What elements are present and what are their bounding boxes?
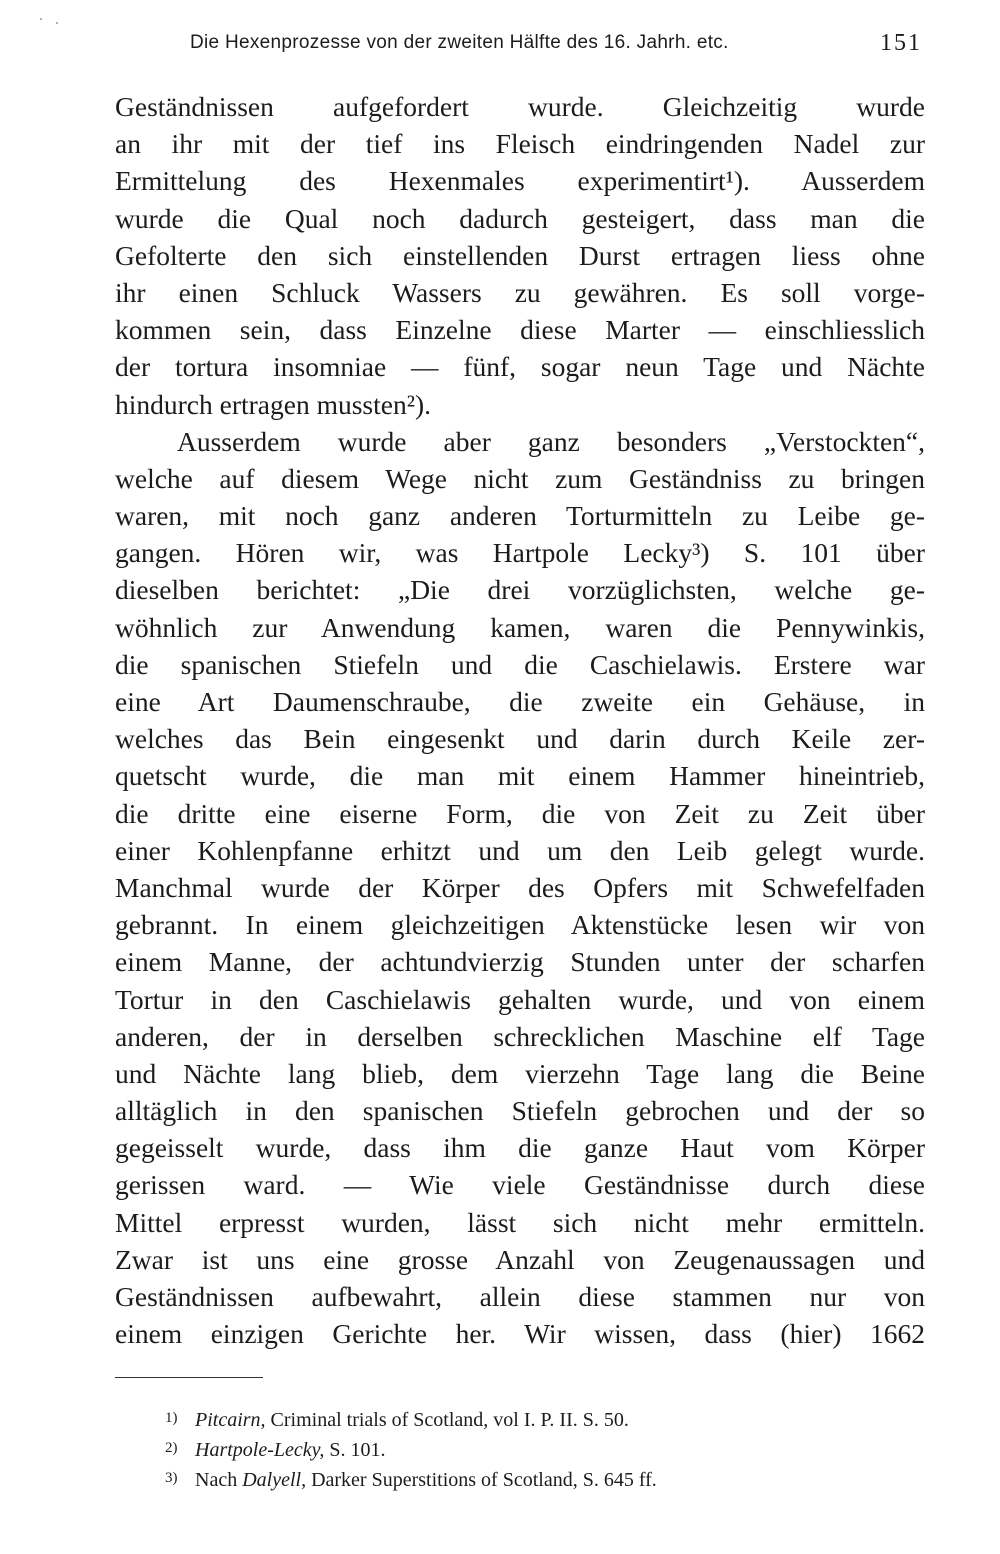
text-line: welche auf diesem Wege nicht zum Geständniss zu bringen	[115, 462, 925, 494]
footnote-text: Darker Superstitions of Scotland, S. 645 ff.	[306, 1469, 657, 1491]
footnote-marker: 1)	[165, 1410, 178, 1426]
footnote-marker: 3)	[165, 1470, 178, 1486]
text-line: eine Art Daumenschraube, die zweite ein Gehäuse, in	[115, 686, 925, 717]
text-line: wurde die Qual noch dadurch gesteigert, dass man die	[115, 202, 925, 234]
running-title: Die Hexenprozesse von der zweiten Hälfte des 16. Jahrh. etc.	[190, 32, 729, 53]
text-line: die spanischen Stiefeln und die Caschielawis. Erstere war	[115, 648, 925, 680]
footnote-text: Criminal trials of Scotland, vol I. P. II. S. 50.	[265, 1409, 629, 1431]
text-line: Zwar ist uns eine grosse Anzahl von Zeugenaussagen und	[115, 1243, 925, 1275]
text-line: wöhnlich zur Anwendung kamen, waren die Pennywinkis,	[115, 611, 925, 643]
text-line: und Nächte lang blieb, dem vierzehn Tage lang die Beine	[115, 1057, 925, 1089]
scan-speck	[56, 22, 58, 24]
footnote-author: Dalyell,	[242, 1469, 307, 1491]
footnote-author: Pitcairn,	[195, 1409, 266, 1431]
text-line: einem Manne, der achtundvierzig Stunden unter der scharfen	[115, 946, 925, 978]
text-line: Gefolterte den sich einstellenden Durst ertragen liess ohne	[115, 239, 925, 271]
text-line: gangen. Hören wir, was Hartpole Lecky³) S. 101 über	[115, 537, 925, 569]
text-line: einer Kohlenpfanne erhitzt und um den Leib gelegt wurde.	[115, 834, 925, 866]
text-line: alltäglich in den spanischen Stiefeln gebrochen und der so	[115, 1095, 925, 1127]
page-number: 151	[880, 30, 922, 56]
footnote-author: Hartpole-Lecky,	[195, 1439, 325, 1461]
footnote-divider	[115, 1377, 263, 1378]
text-line: einem einzigen Gerichte her. Wir wissen, dass (hier) 1662	[115, 1318, 925, 1350]
footnote-3	[165, 1463, 865, 1493]
text-line: gebrannt. In einem gleichzeitigen Aktenstücke lesen wir von	[115, 909, 925, 941]
running-head	[190, 30, 930, 60]
scan-speck	[40, 18, 42, 20]
footnote-prefix: Nach	[195, 1469, 243, 1491]
footnote-1	[165, 1403, 865, 1433]
body-text	[115, 88, 925, 1352]
text-line: gegeisselt wurde, dass ihm die ganze Haut vom Körper	[115, 1132, 925, 1164]
text-line: waren, mit noch ganz anderen Torturmitteln zu Leibe ge-	[115, 500, 925, 532]
footnote-marker: 2)	[165, 1440, 178, 1456]
text-line: an ihr mit der tief ins Fleisch eindringenden Nadel zur	[115, 128, 925, 160]
text-line: hindurch ertragen mussten²).	[115, 388, 431, 420]
text-line: ihr einen Schluck Wassers zu gewähren. Es soll vorge-	[115, 276, 925, 308]
text-line: der tortura insomniae — fünf, sogar neun Tage und Nächte	[115, 351, 925, 383]
footnote-text: S. 101.	[324, 1439, 386, 1461]
text-line: welches das Bein eingesenkt und darin durch Keile zer-	[115, 723, 925, 755]
text-line: anderen, der in derselben schrecklichen Maschine elf Tage	[115, 1020, 925, 1052]
text-line: kommen sein, dass Einzelne diese Marter — einschliesslich	[115, 314, 925, 346]
text-line: Manchmal wurde der Körper des Opfers mit Schwefelfaden	[115, 871, 925, 903]
paragraph-first-line: Ausserdem wurde aber ganz besonders „Verstockten“,	[177, 425, 925, 457]
text-line: Mittel erpresst wurden, lässt sich nicht mehr ermitteln.	[115, 1206, 925, 1238]
footnote-2	[165, 1433, 865, 1463]
text-line: Tortur in den Caschielawis gehalten wurde, und von einem	[115, 983, 925, 1015]
text-line: Ermittelung des Hexenmales experimentirt¹). Ausserdem	[115, 165, 925, 197]
text-line: die dritte eine eiserne Form, die von Zeit zu Zeit über	[115, 797, 925, 829]
text-line: Geständnissen aufgefordert wurde. Gleichzeitig wurde	[115, 91, 925, 122]
text-line: Geständnissen aufbewahrt, allein diese stammen nur von	[115, 1281, 925, 1312]
footnotes	[165, 1403, 865, 1493]
text-line: gerissen ward. — Wie viele Geständnisse durch diese	[115, 1169, 925, 1201]
text-line: quetscht wurde, die man mit einem Hammer hineintrieb,	[115, 760, 925, 792]
text-line: dieselben berichtet: „Die drei vorzüglichsten, welche ge-	[115, 574, 925, 606]
